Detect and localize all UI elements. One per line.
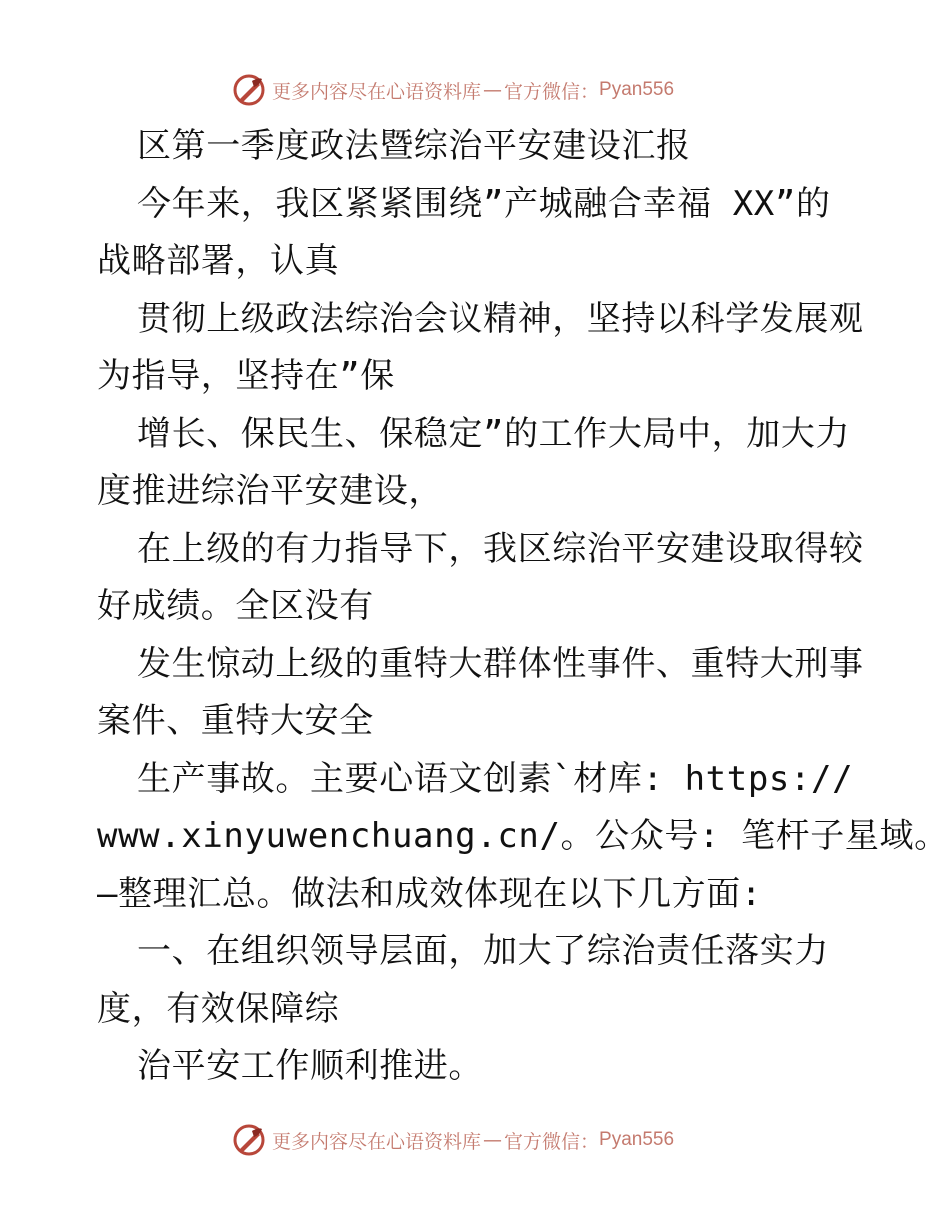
quill-pen-seal-icon: [232, 1123, 266, 1157]
banner-wechat-id: Pyan556: [599, 1129, 675, 1150]
paragraph-line: 度推进综治平安建设，: [97, 471, 443, 511]
paragraph-line: 贯彻上级政法综治会议精神，坚持以科学发展观: [137, 298, 864, 339]
paragraph-line: 今年来，我区紧紧围绕”产城融合幸福 XX”的: [137, 183, 831, 224]
banner-official-wechat: 官方微信：: [504, 80, 600, 103]
paragraph-line: www.xinyuwenchuang.cn/。公众号: 笔杆子星域。: [97, 816, 949, 856]
paragraph-line: 生产事故。主要心语文创素`材库: https://: [137, 758, 854, 799]
section-heading: 一、在组织领导层面，加大了综治责任落实力: [137, 931, 829, 971]
banner-separator: —: [483, 1129, 503, 1151]
paragraph-line: 案件、重特大安全: [97, 701, 374, 741]
document-title: 区第一季度政法暨综治平安建设汇报: [137, 126, 691, 166]
footer-watermark-banner: [232, 1120, 674, 1160]
document-body: [97, 118, 949, 1096]
paragraph-line: 战略部署，认真: [97, 241, 340, 281]
paragraph-line: 度，有效保障综: [97, 988, 340, 1029]
paragraph-line: 在上级的有力指导下，我区综治平安建设取得较: [137, 528, 864, 569]
quill-pen-seal-icon: [232, 73, 266, 107]
banner-text: 更多内容尽在心语资料库: [272, 1130, 482, 1153]
banner-separator: —: [483, 79, 503, 101]
paragraph-line: 为指导，坚持在”保: [97, 356, 395, 396]
banner-wechat-id: Pyan556: [599, 79, 675, 100]
banner-official-wechat: 官方微信：: [504, 1130, 600, 1153]
paragraph-line: 发生惊动上级的重特大群体性事件、重特大刑事: [137, 643, 864, 684]
banner-text: 更多内容尽在心语资料库: [272, 80, 482, 103]
paragraph-line: —整理汇总。做法和成效体现在以下几方面:: [97, 873, 762, 914]
paragraph-line: 治平安工作顺利推进。: [137, 1046, 483, 1086]
paragraph-line: 好成绩。全区没有: [97, 586, 374, 626]
paragraph-line: 增长、保民生、保稳定”的工作大局中，加大力: [137, 413, 851, 454]
header-watermark-banner: [232, 70, 674, 110]
